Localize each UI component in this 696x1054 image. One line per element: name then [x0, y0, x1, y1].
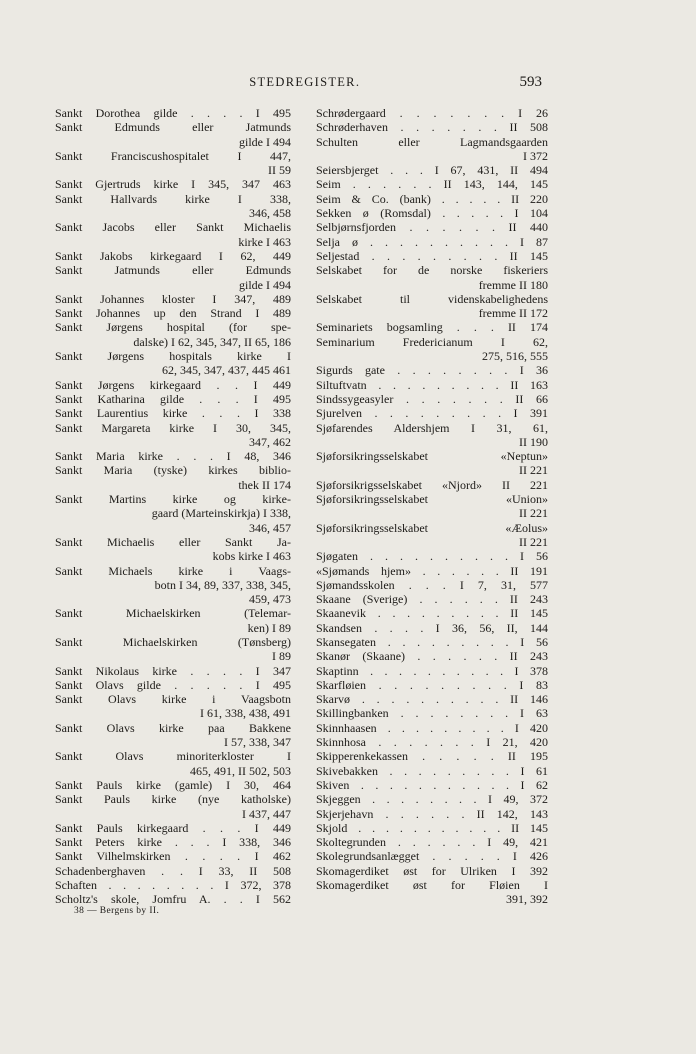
index-entry-line: Skipperenkekassen . . . . . II 195: [316, 749, 548, 764]
index-entry-line: Sankt Michaels kirke i Vaags-: [55, 563, 291, 578]
index-entry-line: Seminarium Fredericianum I 62,: [316, 334, 548, 349]
index-entry-line: Sankt Peters kirke . . . I 338, 346: [55, 835, 291, 850]
index-entry-line: Sjøfarendes Aldershjem I 31, 61,: [316, 420, 548, 435]
index-entry-line: Sjøforsikringsselskabet «Neptun»: [316, 449, 548, 464]
index-entry-line: Sjømandsskolen . . . I 7, 31, 577: [316, 577, 548, 592]
index-entry-line: Sekken ø (Romsdal) . . . . . I 104: [316, 206, 548, 221]
index-entry-line: Sankt Jakobs kirkegaard I 62, 449: [55, 248, 291, 263]
index-entry-line: Skaane (Sverige) . . . . . . II 243: [316, 592, 548, 607]
index-entry-line: Sankt Michaelis eller Sankt Ja-: [55, 534, 291, 549]
index-entry-line: Skanør (Skaane) . . . . . . II 243: [316, 649, 548, 664]
index-entry-line: Skarvø . . . . . . . . . . II 146: [316, 692, 548, 707]
index-entry-line: Sankt Pauls kirke (gamle) I 30, 464: [55, 777, 291, 792]
index-entry-line: Sankt Johannes kloster I 347, 489: [55, 291, 291, 306]
index-entry-line: Skomagerdiket øst for Fløien I: [316, 878, 548, 893]
index-entry-line: Schaften . . . . . . . . I 372, 378: [55, 878, 291, 893]
index-column-left: [55, 106, 291, 907]
index-entry-line: gilde I 494: [239, 134, 291, 149]
index-entry-line: kirke I 463: [238, 234, 291, 249]
index-entry-line: Sankt Gjertruds kirke I 345, 347 463: [55, 177, 291, 192]
index-entry-line: Sankt Margareta kirke I 30, 345,: [55, 420, 291, 435]
index-entry-line: kobs kirke I 463: [212, 549, 291, 564]
index-entry-line: Skoltegrunden . . . . . . I 49, 421: [316, 835, 548, 850]
index-entry-line: Sankt Pauls kirkegaard . . . I 449: [55, 820, 291, 835]
index-entry-line: Skomagerdiket øst for Ulriken I 392: [316, 863, 548, 878]
index-entry-line: Seim . . . . . . II 143, 144, 145: [316, 177, 548, 192]
index-entry-line: Skjeggen . . . . . . . . I 49, 372: [316, 792, 548, 807]
index-entry-line: gaard (Marteinskirkja) I 338,: [151, 506, 291, 521]
index-entry-line: 459, 473: [249, 592, 291, 607]
index-entry-line: Skjerjehavn . . . . . . II 142, 143: [316, 806, 548, 821]
printer-signature: 38 — Bergens by II.: [74, 906, 160, 916]
index-entry-line: 346, 457: [249, 520, 291, 535]
index-entry-line: Selskabet til videnskabelighedens: [316, 291, 548, 306]
index-entry-line: Skolegrundsanlægget . . . . . I 426: [316, 849, 548, 864]
index-entry-line: 391, 392: [506, 892, 548, 907]
index-entry-line: ken) I 89: [247, 620, 291, 635]
index-entry-line: Selbjørnsfjorden . . . . . . II 440: [316, 220, 548, 235]
index-entry-line: dalske) I 62, 345, 347, II 65, 186: [133, 334, 291, 349]
index-entry-line: Sankt Pauls kirke (nye katholske): [55, 792, 291, 807]
index-entry-line: Sankt Michaelskirken (Telemar-: [55, 606, 291, 621]
page-title: STEDREGISTER.: [249, 75, 361, 89]
index-entry-line: Schrøderhaven . . . . . . . II 508: [316, 120, 548, 135]
index-entry-line: I 372: [523, 148, 548, 163]
index-entry-line: Sankt Olavs kirke i Vaagsbotn: [55, 692, 291, 707]
index-entry-line: Skiven . . . . . . . . . . . I 62: [316, 777, 548, 792]
index-entry-line: II 221: [519, 534, 548, 549]
index-entry-line: Skillingbanken . . . . . . . . I 63: [316, 706, 548, 721]
index-entry-line: 347, 462: [249, 434, 291, 449]
index-entry-line: thek II 174: [238, 477, 291, 492]
page-header: [60, 74, 542, 91]
index-entry-line: Sankt Maria kirke . . . I 48, 346: [55, 449, 291, 464]
index-entry-line: 275, 516, 555: [482, 349, 548, 364]
index-entry-line: Sankt Vilhelmskirken . . . . I 462: [55, 849, 291, 864]
index-entry-line: Skaanevik . . . . . . . . . II 145: [316, 606, 548, 621]
index-entry-line: Sankt Nikolaus kirke . . . . I 347: [55, 663, 291, 678]
index-entry-line: Skarfløien . . . . . . . . . I 83: [316, 677, 548, 692]
index-entry-line: Sankt Martins kirke og kirke-: [55, 492, 291, 507]
index-entry-line: botn I 34, 89, 337, 338, 345,: [154, 577, 291, 592]
index-entry-line: Skandsen . . . . I 36, 56, II, 144: [316, 620, 548, 635]
index-entry-line: II 221: [519, 463, 548, 478]
index-entry-line: II 59: [268, 163, 291, 178]
index-entry-line: Sankt Jørgens kirkegaard . . I 449: [55, 377, 291, 392]
index-entry-line: Sjøgaten . . . . . . . . . . I 56: [316, 549, 548, 564]
index-entry-line: fremme II 180: [478, 277, 548, 292]
index-entry-line: Sjurelven . . . . . . . . . I 391: [316, 406, 548, 421]
index-entry-line: I 89: [272, 649, 291, 664]
index-entry-line: Selskabet for de norske fiskeriers: [316, 263, 548, 278]
index-entry-line: Sankt Johannes up den Strand I 489: [55, 306, 291, 321]
index-entry-line: II 221: [519, 506, 548, 521]
index-entry-line: Seljestad . . . . . . . . . II 145: [316, 248, 548, 263]
index-entry-line: Sankt Maria (tyske) kirkes biblio-: [55, 463, 291, 478]
index-entry-line: Sankt Dorothea gilde . . . . I 495: [55, 106, 291, 120]
index-entry-line: Seiersbjerget . . . I 67, 431, II 494: [316, 163, 548, 178]
index-entry-line: Sigurds gate . . . . . . . . I 36: [316, 363, 548, 378]
index-entry-line: Sindssygeasyler . . . . . . . II 66: [316, 391, 548, 406]
index-entry-line: Siltuftvatn . . . . . . . . . II 163: [316, 377, 548, 392]
index-entry-line: Sankt Jacobs eller Sankt Michaelis: [55, 220, 291, 235]
index-entry-line: Sankt Jørgens hospital (for spe-: [55, 320, 291, 335]
index-entry-line: Skinnhosa . . . . . . . I 21, 420: [316, 735, 548, 750]
index-entry-line: «Sjømands hjem» . . . . . . II 191: [316, 563, 548, 578]
index-entry-line: Sankt Olavs minoriterkloster I: [55, 749, 291, 764]
index-entry-line: Skinnhaasen . . . . . . . . . I 420: [316, 720, 548, 735]
index-entry-line: Sjøforsikrigsselskabet «Njord» II 221: [316, 477, 548, 492]
index-entry-line: I 57, 338, 347: [224, 735, 291, 750]
index-entry-line: Seim & Co. (bank) . . . . . II 220: [316, 191, 548, 206]
index-column-right: [316, 106, 548, 907]
index-entry-line: 465, 491, II 502, 503: [190, 763, 291, 778]
index-entry-line: Sankt Katharina gilde . . . I 495: [55, 391, 291, 406]
page-number: 593: [519, 74, 542, 90]
index-entry-line: Sankt Laurentius kirke . . . I 338: [55, 406, 291, 421]
index-entry-line: Skjold . . . . . . . . . . . II 145: [316, 820, 548, 835]
index-entry-line: Scholtz's skole, Jomfru A. . . I 562: [55, 892, 291, 907]
index-entry-line: I 61, 338, 438, 491: [200, 706, 291, 721]
index-entry-line: Schulten eller Lagmandsgaarden: [316, 134, 548, 149]
index-entry-line: Sankt Michaelskirken (Tønsberg): [55, 634, 291, 649]
index-entry-line: Sankt Olavs kirke paa Bakkene: [55, 720, 291, 735]
index-entry-line: Skaptinn . . . . . . . . . . I 378: [316, 663, 548, 678]
index-entry-line: Seminariets bogsamling . . . II 174: [316, 320, 548, 335]
index-entry-line: 62, 345, 347, 437, 445 461: [162, 363, 291, 378]
index-entry-line: Schadenberghaven . . I 33, II 508: [55, 863, 291, 878]
index-entry-line: Sankt Jatmunds eller Edmunds: [55, 263, 291, 278]
index-entry-line: Sankt Hallvards kirke I 338,: [55, 191, 291, 206]
index-entry-line: 346, 458: [249, 206, 291, 221]
index-entry-line: Sjøforsikringsselskabet «Union»: [316, 492, 548, 507]
index-entry-line: gilde I 494: [239, 277, 291, 292]
index-entry-line: II 190: [519, 434, 548, 449]
index-entry-line: Sankt Olavs gilde . . . . . I 495: [55, 677, 291, 692]
index-entry-line: fremme II 172: [478, 306, 548, 321]
index-entry-line: Sjøforsikringsselskabet «Æolus»: [316, 520, 548, 535]
index-entry-line: Sankt Jørgens hospitals kirke I: [55, 349, 291, 364]
index-entry-line: Skivebakken . . . . . . . . . I 61: [316, 763, 548, 778]
index-entry-line: Schrødergaard . . . . . . . I 26: [316, 106, 548, 120]
index-entry-line: Sankt Edmunds eller Jatmunds: [55, 120, 291, 135]
index-entry-line: Sankt Franciscushospitalet I 447,: [55, 148, 291, 163]
index-entry-line: I 437, 447: [242, 806, 291, 821]
index-entry-line: Selja ø . . . . . . . . . . I 87: [316, 234, 548, 249]
index-entry-line: Skansegaten . . . . . . . . . I 56: [316, 634, 548, 649]
